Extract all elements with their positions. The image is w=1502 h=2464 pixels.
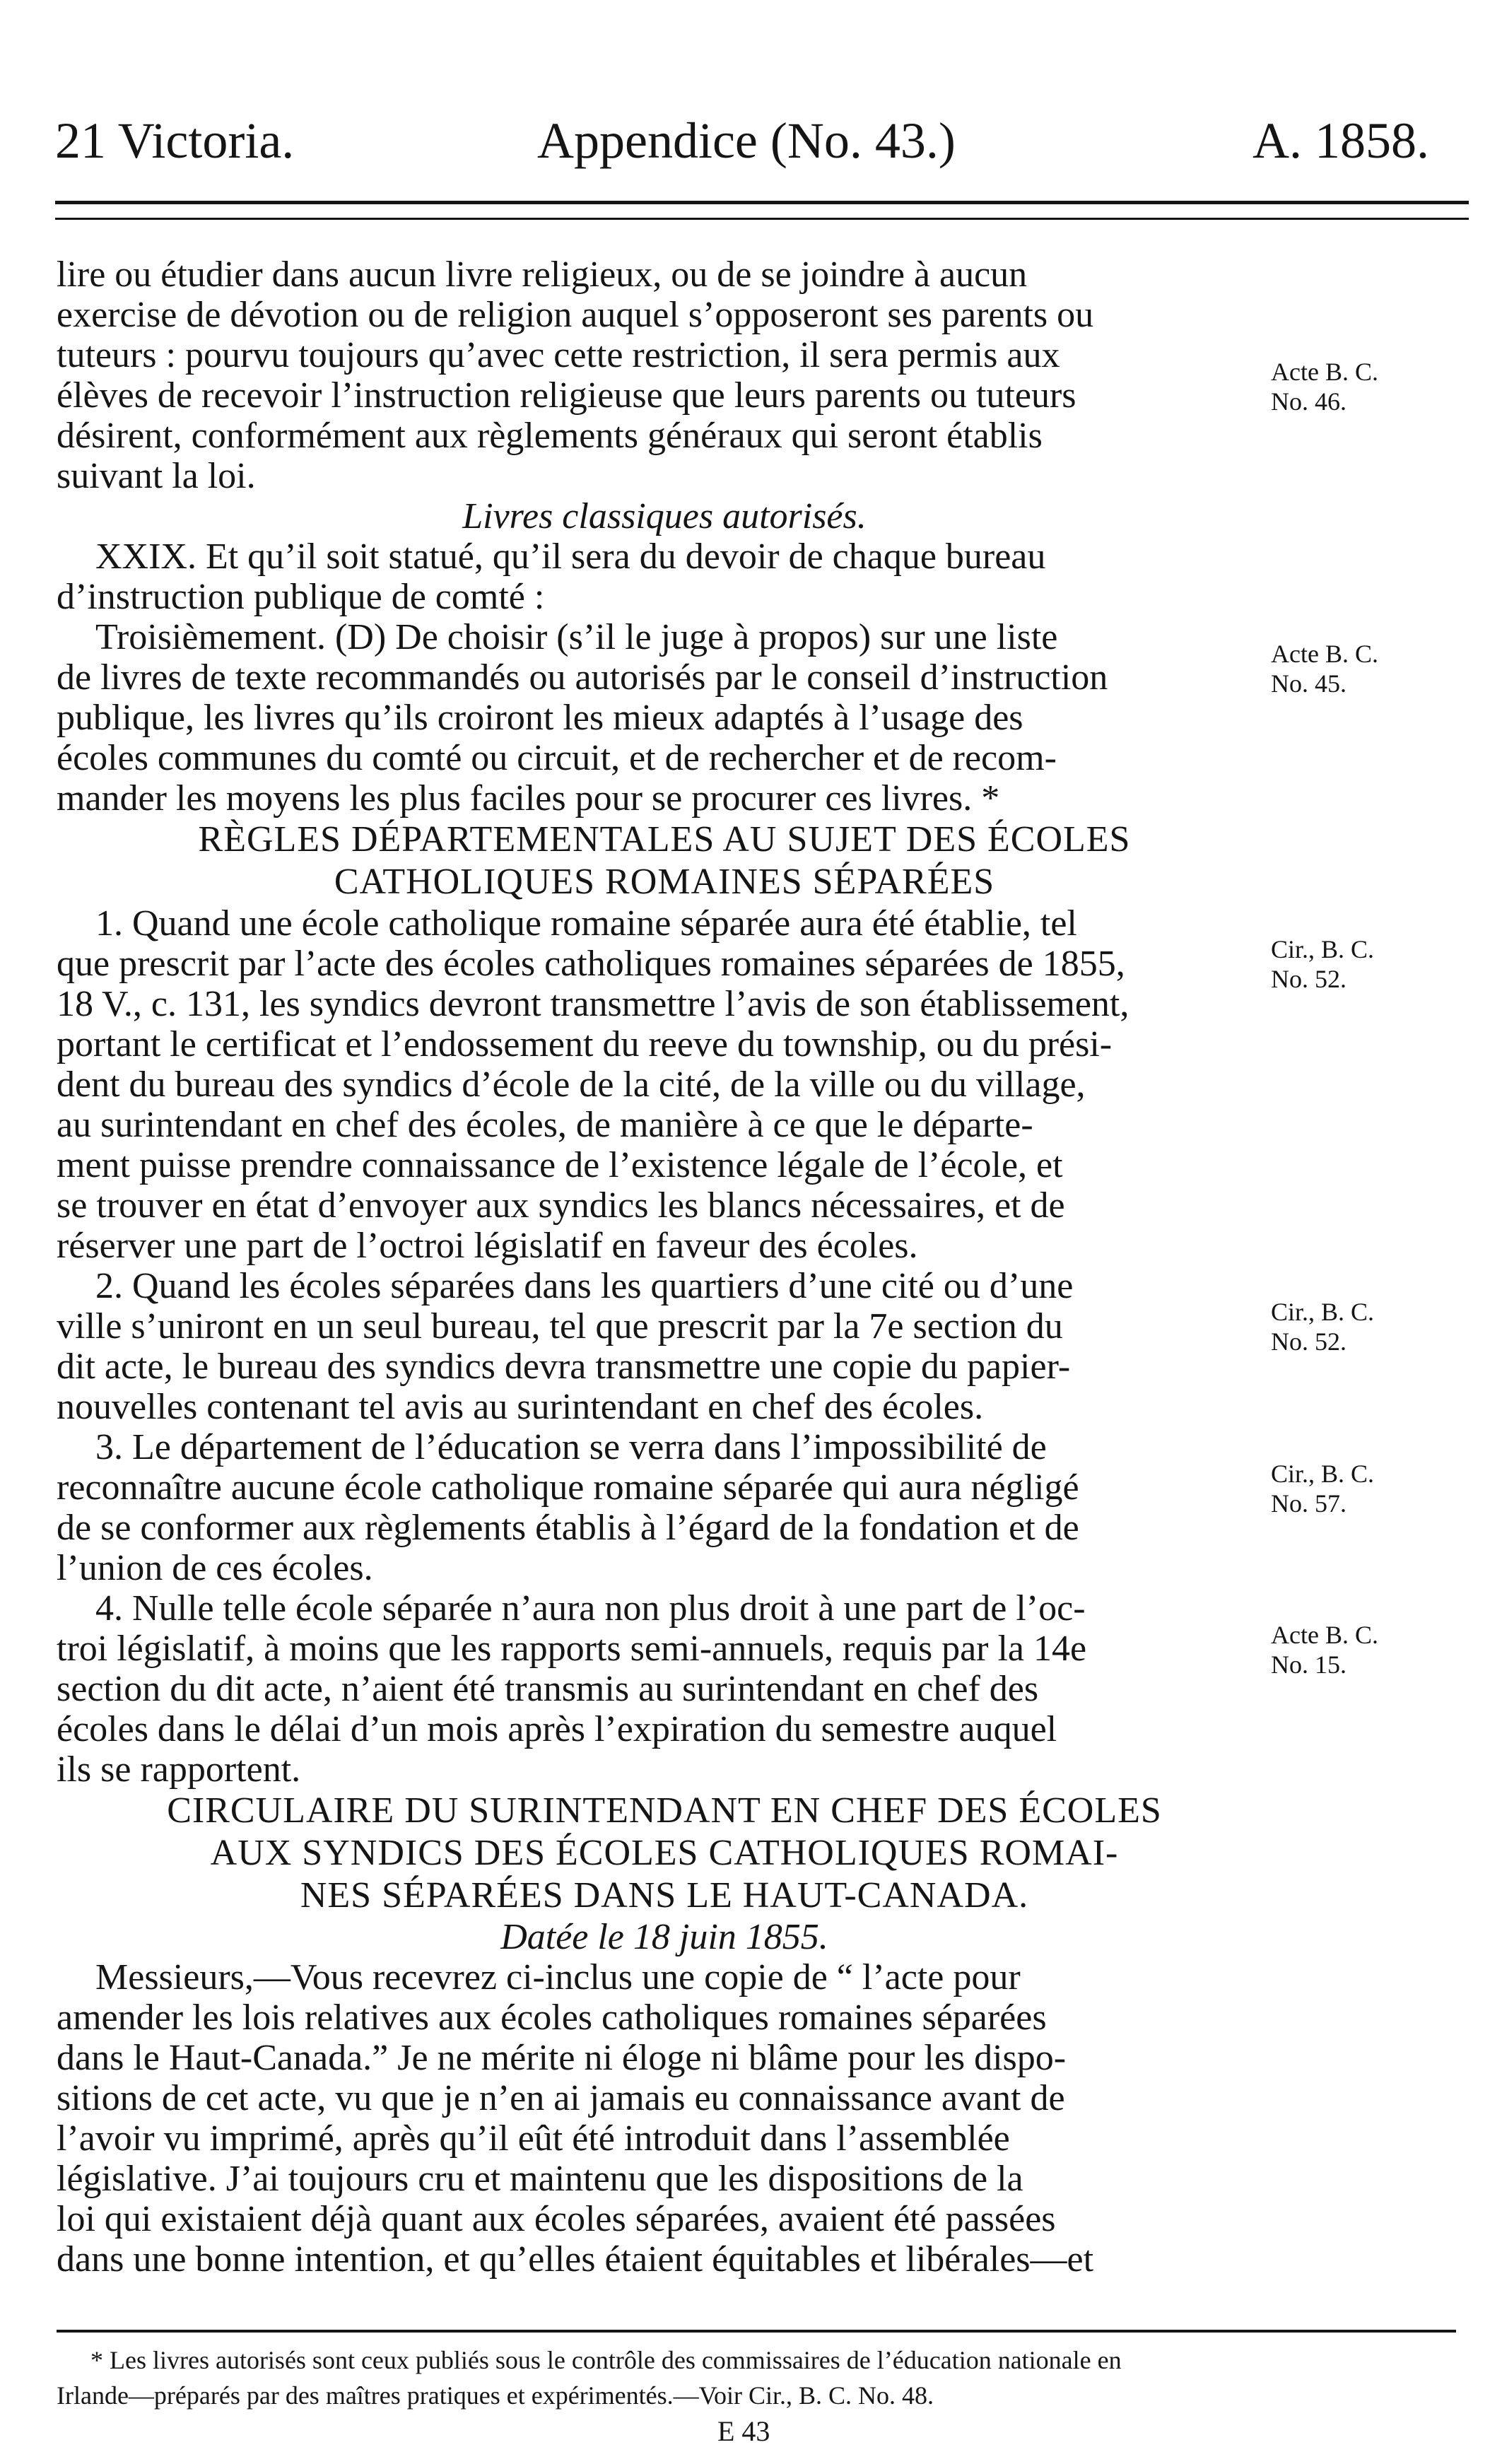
text-line: désirent, conformément aux règlements généraux qui seront établis bbox=[57, 416, 1043, 456]
text-line: ils se rapportent. bbox=[57, 1749, 301, 1790]
body-text bbox=[57, 254, 1272, 2280]
text-line: tuteurs : pourvu toujours qu’avec cette restriction, il sera permis aux bbox=[57, 335, 1060, 375]
text-line: portant le certificat et l’endossement du reeve du township, ou du prési- bbox=[57, 1024, 1113, 1064]
text-line: reconnaître aucune école catholique romaine séparée qui aura négligé bbox=[57, 1467, 1079, 1508]
footnote-rule bbox=[57, 2330, 1456, 2333]
running-head-appendix: Appendice (No. 43.) bbox=[537, 112, 956, 169]
text-line: dans le Haut-Canada.” Je ne mérite ni éloge ni blâme pour les dispo- bbox=[57, 2038, 1067, 2078]
text-line: de se conformer aux règlements établis à l’égard de la fondation et de bbox=[57, 1508, 1079, 1548]
margin-note: Cir., B. C. No. 52. bbox=[1271, 1298, 1375, 1356]
text-line: Messieurs,—Vous recevrez ci-inclus une copie de “ l’acte pour bbox=[95, 1957, 1021, 1997]
text-line: amender les lois relatives aux écoles catholiques romaines séparées bbox=[57, 1997, 1047, 2038]
running-head-year: A. 1858. bbox=[1252, 112, 1429, 169]
text-line: que prescrit par l’acte des écoles catholiques romaines séparées de 1855, bbox=[57, 944, 1125, 984]
section-heading: CATHOLIQUES ROMAINES SÉPARÉES bbox=[334, 862, 995, 902]
circular-heading: AUX SYNDICS DES ÉCOLES CATHOLIQUES ROMAI- bbox=[210, 1833, 1119, 1873]
margin-note: Acte B. C. No. 46. bbox=[1271, 358, 1378, 416]
margin-note: Cir., B. C. No. 52. bbox=[1271, 935, 1375, 993]
text-line: mander les moyens les plus faciles pour se procurer ces livres. * bbox=[57, 778, 1000, 819]
text-line: 1. Quand une école catholique romaine séparée aura été établie, tel bbox=[95, 903, 1077, 944]
header-rule-thick bbox=[55, 201, 1469, 204]
text-line: publique, les livres qu’ils croiront les mieux adaptés à l’usage des bbox=[57, 698, 1023, 738]
running-head-regnal-year: 21 Victoria. bbox=[55, 112, 295, 169]
text-line: dit acte, le bureau des syndics devra transmettre une copie du papier- bbox=[57, 1347, 1071, 1387]
text-line: section du dit acte, n’aient été transmis au surintendant en chef des bbox=[57, 1669, 1039, 1709]
text-line: ment puisse prendre connaissance de l’existence légale de l’école, et bbox=[57, 1145, 1063, 1185]
text-line: troi législatif, à moins que les rapports semi-annuels, requis par la 14e bbox=[57, 1629, 1087, 1669]
circular-heading: NES SÉPARÉES DANS LE HAUT-CANADA. bbox=[300, 1875, 1029, 1916]
text-line: 3. Le département de l’éducation se verra dans l’impossibilité de bbox=[95, 1427, 1047, 1467]
text-line: législative. J’ai toujours cru et maintenu que les dispositions de la bbox=[57, 2159, 1023, 2199]
text-line: sitions de cet acte, vu que je n’en ai jamais eu connaissance avant de bbox=[57, 2078, 1065, 2118]
text-line: 4. Nulle telle école séparée n’aura non plus droit à une part de l’oc- bbox=[95, 1588, 1086, 1629]
circular-date: Datée le 18 juin 1855. bbox=[500, 1917, 828, 1957]
text-line: suivant la loi. bbox=[57, 456, 256, 496]
section-heading: RÈGLES DÉPARTEMENTALES AU SUJET DES ÉCOLES bbox=[198, 819, 1131, 860]
text-line: se trouver en état d’envoyer aux syndics les blancs nécessaires, et de bbox=[57, 1185, 1065, 1226]
text-line: loi qui existaient déjà quant aux écoles séparées, avaient été passées bbox=[57, 2199, 1056, 2239]
text-line: de livres de texte recommandés ou autorisés par le conseil d’instruction bbox=[57, 657, 1108, 698]
text-line: élèves de recevoir l’instruction religieuse que leurs parents ou tuteurs bbox=[57, 375, 1076, 416]
text-line: ville s’uniront en un seul bureau, tel que prescrit par la 7e section du bbox=[57, 1306, 1063, 1347]
footnote-line: * Les livres autorisés sont ceux publiés sous le contrôle des commissaires de l’éducation nationale en bbox=[90, 2346, 1122, 2374]
margin-note: Acte B. C. No. 15. bbox=[1271, 1621, 1378, 1679]
text-line: réserver une part de l’octroi législatif en faveur des écoles. bbox=[57, 1226, 918, 1266]
text-line: Troisièmement. (D) De choisir (s’il le juge à propos) sur une liste bbox=[95, 617, 1058, 657]
footnote-line: Irlande—préparés par des maîtres pratiques et expérimentés.—Voir Cir., B. C. No. 48. bbox=[57, 2381, 934, 2410]
text-line: dans une bonne intention, et qu’elles étaient équitables et libérales—et bbox=[57, 2239, 1094, 2280]
text-line: écoles communes du comté ou circuit, et de rechercher et de recom- bbox=[57, 738, 1057, 778]
margin-note: Acte B. C. No. 45. bbox=[1271, 640, 1378, 698]
text-line: l’avoir vu imprimé, après qu’il eût été introduit dans l’assemblée bbox=[57, 2118, 1010, 2159]
text-line: nouvelles contenant tel avis au surintendant en chef des écoles. bbox=[57, 1387, 984, 1427]
text-line: dent du bureau des syndics d’école de la cité, de la ville ou du village, bbox=[57, 1064, 1086, 1105]
margin-note: Cir., B. C. No. 57. bbox=[1271, 1460, 1375, 1518]
text-line: au surintendant en chef des écoles, de manière à ce que le départe- bbox=[57, 1105, 1033, 1145]
text-line: d’instruction publique de comté : bbox=[57, 577, 545, 617]
text-line: l’union de ces écoles. bbox=[57, 1548, 373, 1588]
section-subheading: Livres classiques autorisés. bbox=[462, 496, 867, 536]
text-line: 2. Quand les écoles séparées dans les quartiers d’une cité ou d’une bbox=[95, 1266, 1074, 1306]
text-line: lire ou étudier dans aucun livre religieux, ou de se joindre à aucun bbox=[57, 254, 1028, 295]
text-line: 18 V., c. 131, les syndics devront transmettre l’avis de son établissement, bbox=[57, 984, 1130, 1024]
header-rule-thin bbox=[55, 218, 1469, 220]
circular-heading: CIRCULAIRE DU SURINTENDANT EN CHEF DES ÉCOLES bbox=[167, 1790, 1162, 1831]
text-line: exercise de dévotion ou de religion auquel s’opposeront ses parents ou bbox=[57, 295, 1094, 335]
signature-mark: E 43 bbox=[717, 2415, 770, 2447]
text-line: écoles dans le délai d’un mois après l’expiration du semestre auquel bbox=[57, 1709, 1057, 1749]
text-line: XXIX. Et qu’il soit statué, qu’il sera du devoir de chaque bureau bbox=[95, 536, 1046, 577]
